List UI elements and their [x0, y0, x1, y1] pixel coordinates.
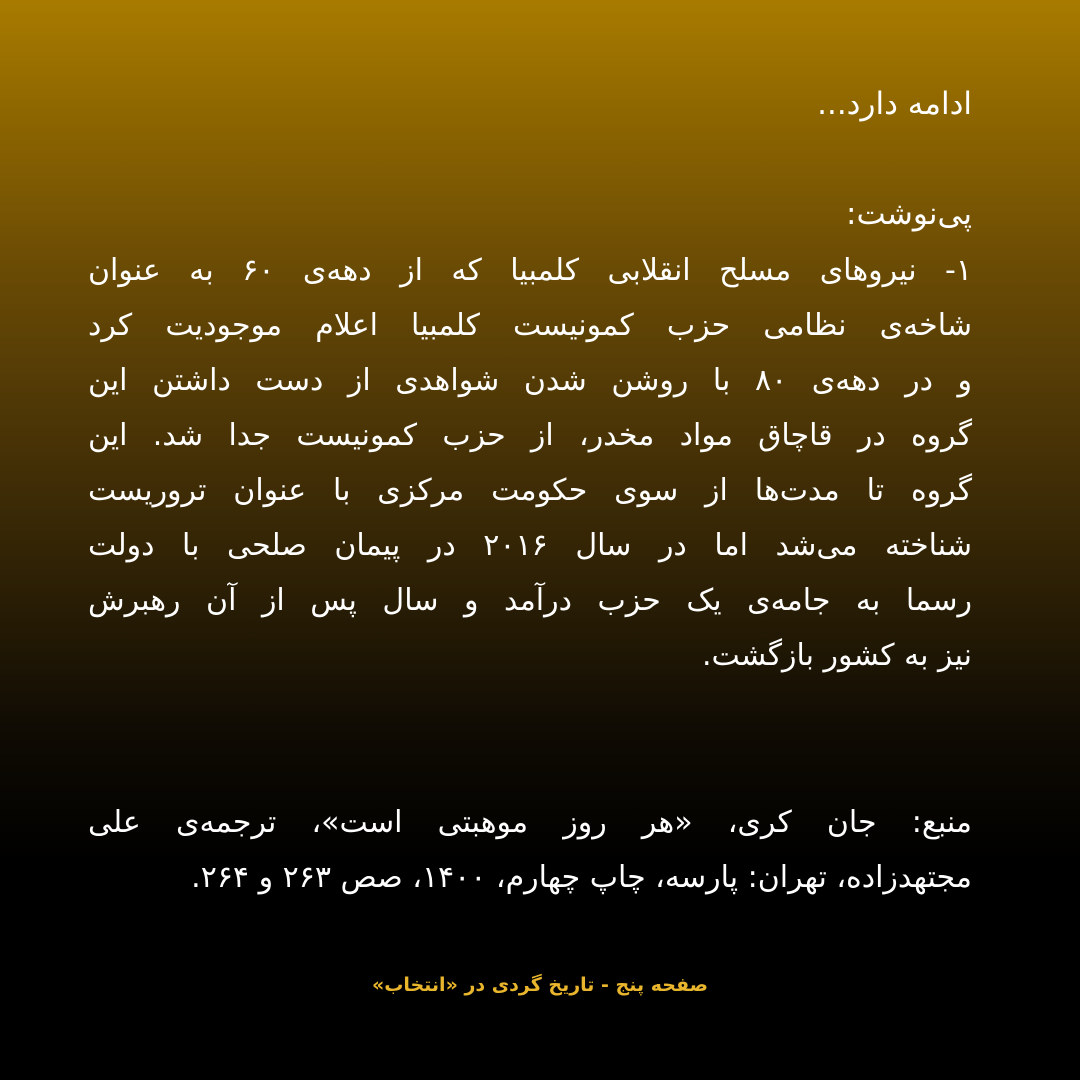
- footnote-line: گروه در قاچاق مواد مخدر، از حزب کمونیست جدا شد. این: [88, 418, 972, 453]
- footnote-line: گروه تا مدت‌ها از سوی حکومت مرکزی با عنوان تروریست: [88, 473, 972, 508]
- source-line: مجتهدزاده، تهران: پارسه، چاپ چهارم، ۱۴۰۰، صص ۲۶۳ و ۲۶۴.: [191, 860, 972, 895]
- footnote-line: رسما به جامه‌ی یک حزب درآمد و سال پس از آن رهبرش: [88, 583, 972, 618]
- footnote-line: شاخه‌ی نظامی حزب کمونیست کلمبیا اعلام موجودیت کرد: [88, 308, 972, 343]
- footnote-line: نیز به کشور بازگشت.: [701, 638, 972, 673]
- page-footer-label: صفحه پنج - تاریخ گردی در «انتخاب»: [371, 974, 709, 996]
- document-page: [88, 0, 972, 1080]
- footnote-heading: پی‌نوشت:: [846, 196, 972, 232]
- source-line: منبع: جان کری، «هر روز موهبتی است»، ترجمه‌ی علی: [88, 805, 972, 840]
- source-citation: [88, 795, 972, 905]
- footnote-body: [88, 243, 972, 683]
- footnote-line: و در دهه‌ی ۸۰ با روشن شدن شواهدی از دست داشتن این: [88, 363, 972, 398]
- footnote-line: شناخته می‌شد اما در سال ۲۰۱۶ در پیمان صلحی با دولت: [88, 528, 972, 563]
- footnote-line: ۱- نیروهای مسلح انقلابی کلمبیا که از دهه‌ی ۶۰ به عنوان: [88, 253, 973, 288]
- continued-label: ادامه دارد...: [817, 86, 972, 122]
